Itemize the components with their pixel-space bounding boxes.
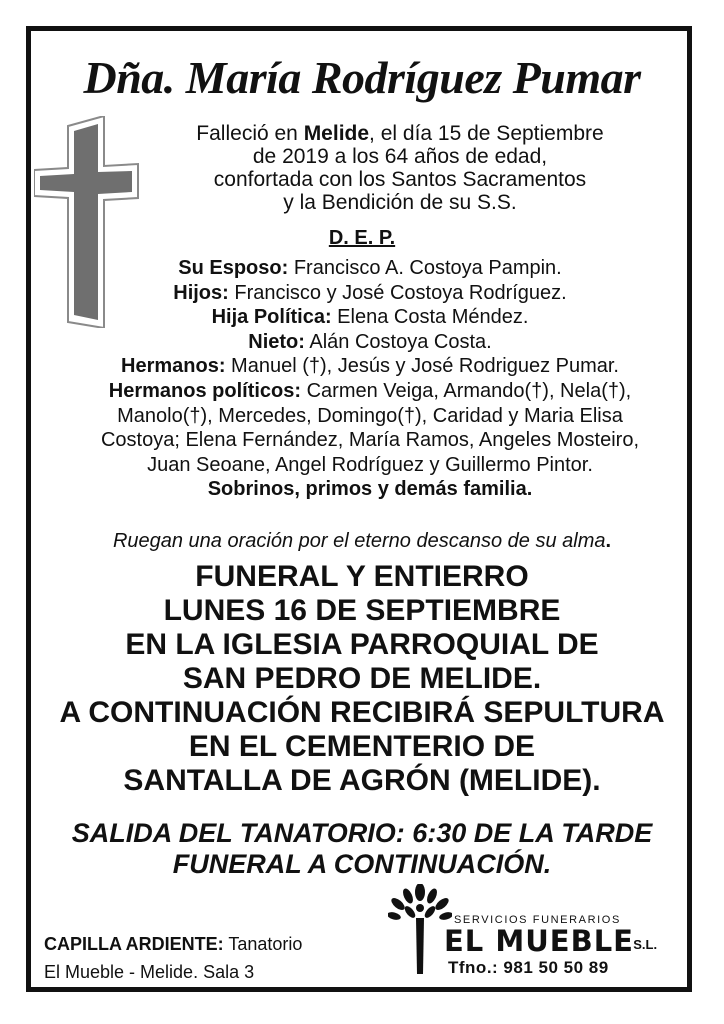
intro-line-3: confortada con los Santos Sacramentos bbox=[213, 168, 587, 191]
intro-line-1: Falleció en Melide, el día 15 de Septiembre bbox=[196, 122, 604, 145]
death-place: Melide bbox=[303, 122, 370, 145]
intro-line-4: y la Bendición de su S.S. bbox=[283, 191, 517, 214]
funeral-line: A CONTINUACIÓN RECIBIRÁ SEPULTURA bbox=[59, 696, 665, 729]
funeral-line: SANTALLA DE AGRÓN (MELIDE). bbox=[123, 764, 601, 797]
logo-services-text: SERVICIOS FUNERARIOS bbox=[454, 914, 621, 926]
departure-details bbox=[0, 818, 724, 880]
death-announcement bbox=[140, 122, 660, 214]
rip-heading: D. E. P. bbox=[328, 227, 396, 249]
family-siblings-in-law-cont: Costoya; Elena Fernández, María Ramos, Angeles Mosteiro, bbox=[100, 429, 640, 452]
funeral-home-logo bbox=[388, 884, 678, 984]
chapel-info bbox=[44, 930, 344, 986]
chapel-line-2: El Mueble - Melide. Sala 3 bbox=[44, 962, 255, 982]
family-siblings-in-law: Hermanos políticos: Carmen Veiga, Armando(†), Nela(†), bbox=[108, 379, 632, 402]
family-children: Hijos: Francisco y José Costoya Rodríguez. bbox=[173, 281, 567, 304]
logo-company-name: EL MUEBLE bbox=[444, 924, 634, 958]
departure-line: SALIDA DEL TANATORIO: 6:30 DE LA TARDE bbox=[71, 818, 653, 848]
family-daughter-in-law: Hija Política: Elena Costa Méndez. bbox=[211, 306, 529, 329]
family-siblings-in-law-cont: Manolo(†), Mercedes, Domingo(†), Caridad y Maria Elisa bbox=[117, 404, 623, 427]
tree-logo-icon bbox=[388, 884, 452, 980]
logo-phone: Tfno.: 981 50 50 89 bbox=[448, 958, 609, 977]
departure-line: FUNERAL A CONTINUACIÓN. bbox=[172, 849, 552, 879]
family-spouse: Su Esposo: Francisco A. Costoya Pampin. bbox=[178, 257, 562, 279]
funeral-line: SAN PEDRO DE MELIDE. bbox=[182, 662, 542, 695]
intro-line-2: de 2019 a los 64 años de edad, bbox=[252, 145, 548, 168]
funeral-line: EN EL CEMENTERIO DE bbox=[188, 730, 536, 763]
funeral-details bbox=[0, 560, 724, 798]
funeral-line: FUNERAL Y ENTIERRO bbox=[195, 560, 529, 593]
logo-company-suffix: , S.L. bbox=[626, 937, 658, 952]
deceased-name: Dña. María Rodríguez Pumar bbox=[83, 52, 641, 103]
funeral-line: LUNES 16 DE SEPTIEMBRE bbox=[163, 594, 561, 627]
family-list bbox=[60, 256, 680, 502]
prayer-request: Ruegan una oración por el eterno descanso de su alma. bbox=[112, 530, 612, 552]
family-others: Sobrinos, primos y demás familia. bbox=[207, 478, 533, 501]
funeral-line: EN LA IGLESIA PARROQUIAL DE bbox=[125, 628, 599, 661]
family-siblings: Hermanos: Manuel (†), Jesús y José Rodriguez Pumar. bbox=[121, 355, 619, 378]
family-siblings-in-law-cont: Juan Seoane, Angel Rodríguez y Guillermo Pintor. bbox=[147, 453, 593, 476]
chapel-line-1: CAPILLA ARDIENTE: Tanatorio bbox=[44, 934, 303, 954]
family-grandson: Nieto: Alán Costoya Costa. bbox=[248, 330, 492, 353]
